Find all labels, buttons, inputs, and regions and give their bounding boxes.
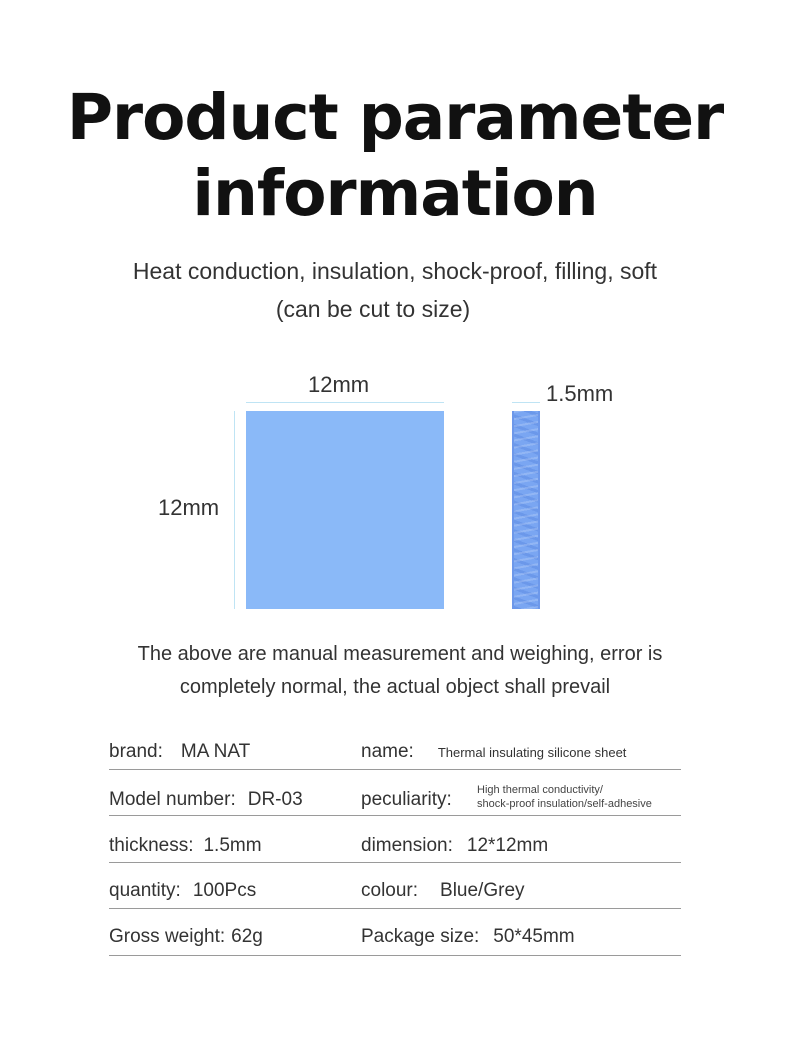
spec-dimension-label: dimension: [361,835,453,856]
spec-model-value: DR-03 [247,789,303,810]
height-dimension-label: 12mm [158,495,220,520]
thickness-dimension-label: 1.5mm [546,381,614,406]
page-title-line-1: Product parameter [66,81,724,154]
spec-gross-weight [109,925,263,949]
width-dimension-label: 12mm [308,372,370,397]
measurement-note-line-1: The above are manual measurement and weighing, error is [137,643,663,665]
spec-dimension [361,834,548,858]
spec-gross-weight-value: 62g [231,926,263,947]
spec-brand-value: MA NAT [180,741,251,762]
spec-colour-label: colour: [361,880,419,901]
spec-colour [361,879,525,903]
measurement-note-line-2: completely normal, the actual object shall prevail [179,676,611,698]
spec-package-size [361,925,575,949]
spec-peculiarity-value-line-1: High thermal conductivity/ [477,784,603,796]
row-divider [109,769,681,770]
row-divider [109,862,681,863]
spec-thickness [109,834,262,858]
spec-peculiarity-value-line-2: shock-proof insulation/self-adhesive [477,798,652,810]
row-divider [109,955,681,956]
row-divider [109,908,681,909]
spec-package-size-value: 50*45mm [493,926,575,947]
spec-gross-weight-label: Gross weight: [109,926,226,947]
spec-name-label: name: [361,741,414,762]
spec-dimension-value: 12*12mm [466,835,549,856]
spec-thickness-value: 1.5mm [203,835,262,856]
row-divider [109,815,681,816]
spec-name-value: Thermal insulating silicone sheet [437,745,627,760]
subtitle-line-2: (can be cut to size) [275,296,471,322]
subtitle-line-1: Heat conduction, insulation, shock-proof, filling, soft [132,258,658,284]
spec-peculiarity [361,788,452,812]
spec-quantity-label: quantity: [109,880,181,901]
pad-face-view [246,411,444,609]
spec-thickness-label: thickness: [109,835,194,856]
spec-model [109,788,303,812]
spec-quantity-value: 100Pcs [192,880,257,901]
height-guide-line [234,411,235,609]
spec-peculiarity-label: peculiarity: [361,789,452,810]
spec-brand [109,740,250,764]
thickness-guide-line [512,402,540,403]
spec-colour-value: Blue/Grey [440,880,525,901]
spec-quantity [109,879,256,903]
page-title-line-2: information [192,157,598,230]
width-guide-line [246,402,444,403]
spec-package-size-label: Package size: [361,926,480,947]
pad-edge-view [512,411,540,609]
spec-model-label: Model number: [109,789,236,810]
spec-brand-label: brand: [109,741,163,762]
spec-name [361,740,626,765]
